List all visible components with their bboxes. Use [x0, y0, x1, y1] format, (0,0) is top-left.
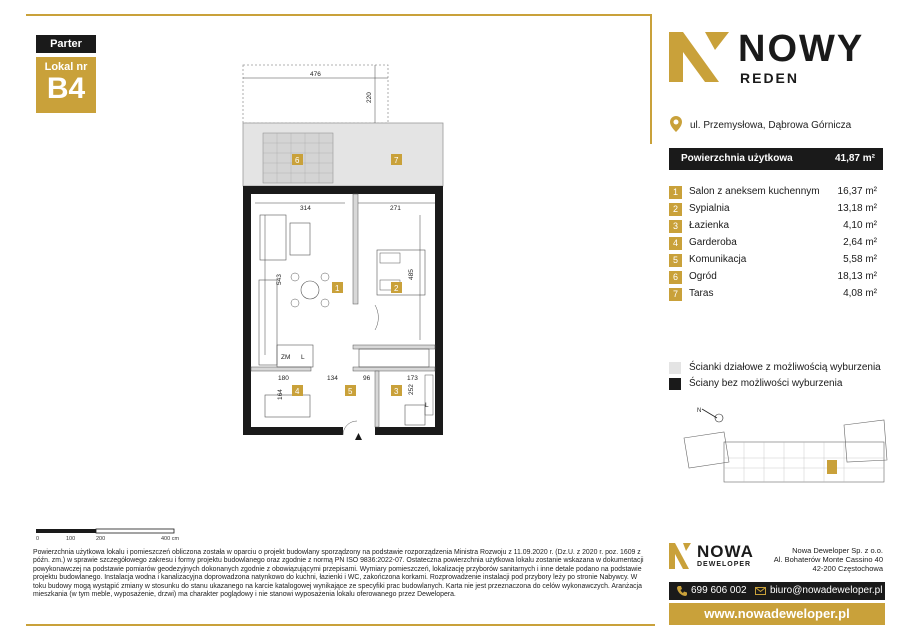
- developer-address: Nowa Deweloper Sp. z o.o. Al. Bohaterów Monte Cassino 40 42-200 Częstochowa: [773, 546, 883, 573]
- room-row-7: 7 Taras 4,08 m²: [669, 287, 883, 304]
- scale-tick-100: 100: [66, 536, 76, 542]
- room-row-2: 2 Sypialnia 13,18 m²: [669, 202, 883, 219]
- removable-swatch-icon: [669, 362, 681, 374]
- dim-164: 164: [277, 389, 284, 400]
- dim-314: 314: [300, 205, 311, 212]
- svg-text:6: 6: [295, 156, 300, 165]
- room-marker-7: [391, 154, 402, 165]
- phone-icon: [677, 586, 687, 596]
- frame-bottom-line: [26, 624, 655, 626]
- address: ul. Przemysłowa, Dąbrowa Górnicza: [690, 120, 852, 131]
- location-pin-icon: [670, 116, 682, 132]
- nowa-deweloper-logo-icon: [669, 543, 693, 569]
- nowy-reden-logo-icon: [669, 32, 731, 82]
- usable-area-label: Powierzchnia użytkowa: [681, 153, 793, 164]
- room-marker-3: [391, 385, 402, 396]
- svg-text:1: 1: [335, 284, 340, 293]
- dim-173: 173: [407, 375, 418, 382]
- floor-tag: Parter: [36, 35, 96, 53]
- developer-name: NOWA: [697, 542, 754, 561]
- legend-removable: Ścianki działowe z możliwością wyburzenia: [669, 362, 889, 376]
- email-icon: [755, 587, 766, 595]
- room-marker-6: [292, 154, 303, 165]
- scale-tick-200: 200: [96, 536, 106, 542]
- room-marker-2: [391, 282, 402, 293]
- dim-180: 180: [278, 375, 289, 382]
- contact-bar: [669, 582, 885, 600]
- svg-text:N: N: [697, 408, 702, 414]
- svg-text:3: 3: [394, 387, 399, 396]
- room-row-5: 5 Komunikacja 5,58 m²: [669, 253, 883, 270]
- svg-text:7: 7: [394, 156, 399, 165]
- legend-fixed: Ściany bez możliwości wyburzenia: [669, 378, 889, 392]
- frame-right-line: [650, 14, 652, 144]
- frame-top-line: [26, 14, 651, 16]
- svg-text:4: 4: [295, 387, 300, 396]
- email-address[interactable]: biuro@nowadeweloper.pl: [770, 585, 883, 596]
- svg-text:2: 2: [394, 284, 399, 293]
- room-row-4: 4 Garderoba 2,64 m²: [669, 236, 883, 253]
- room-row-3: 3 Łazienka 4,10 m²: [669, 219, 883, 236]
- unit-number: B4: [46, 72, 86, 105]
- label-l2: L: [425, 402, 429, 409]
- dim-garden-width: 476: [310, 71, 321, 78]
- scale-tick-400: 400 cm: [161, 536, 180, 542]
- phone-number[interactable]: 699 606 002: [691, 585, 747, 596]
- room-marker-5: [345, 385, 356, 396]
- room-row-6: 6 Ogród 18,13 m²: [669, 270, 883, 287]
- developer-subname: DEWELOPER: [697, 561, 752, 568]
- site-map: [669, 400, 889, 495]
- dim-485: 485: [408, 269, 415, 280]
- rooms-list: [669, 185, 883, 304]
- usable-area-value: 41,87 m²: [834, 153, 875, 164]
- usable-area-bar: [669, 148, 883, 170]
- legal-disclaimer: Powierzchnia użytkowa lokalu i pomieszczeń obliczona została w oparciu o projekt budowlany sporządzony na podstawie rozporządzenia Ministra Rozwoju z 11.09.2020 r. (Dz.U. z 2020 r. poz. 1609 z późn. zm.) w sprawie szczegółowego zakresu i formy projektu budowlanego oraz zgodnie z normą PN ISO 9836:2022-07. Ostateczna powierzchnia użytkowa lokalu zostanie wskazana w dokumentacji powykonawczej na podstawie pomiarów geodezyjnych dokonanych zgodnie z obowiązującymi przepisami. Wymiary pomieszczeń, lokalizację przyborów sanitarnych i inne detale podano na podstawie projektu budowlanego. Instalacja wodna i kanalizacyjna doprowadzona natynkowo do kuchni, łazienki i WC, zakończona korkami. Rozprowadzenie instalacji pod przybory leży po stronie Nabywcy. W toku budowy mogą wystąpić zmiany w stosunku do stanu ukazanego na karcie katalogowej wynikające ze specyfiki prac budowlanych. Karta nie jest przeznaczona do celów wykonawczych. Aranżacja mieszkania (w tym meble, wyposażenie, drzwi) ma charakter poglądowy i nie stanowi wyposażenia lokalu oferowanego przez Dewelopera.: [33, 549, 644, 599]
- svg-text:5: 5: [348, 387, 353, 396]
- floor-plan: [225, 55, 455, 445]
- website-link[interactable]: www.nowadeweloper.pl: [669, 603, 885, 625]
- dim-252: 252: [408, 384, 415, 395]
- dim-96: 96: [363, 375, 371, 382]
- scale-bar: [36, 524, 186, 542]
- brand-subname: REDEN: [740, 70, 800, 86]
- room-marker-4: [292, 385, 303, 396]
- dim-134: 134: [327, 375, 338, 382]
- fixed-swatch-icon: [669, 378, 681, 390]
- dim-271: 271: [390, 205, 401, 212]
- label-l: L: [301, 354, 305, 361]
- unit-tag: [36, 57, 96, 113]
- room-marker-1: [332, 282, 343, 293]
- unit-label: Lokal nr: [44, 61, 88, 73]
- label-zm: ZM: [281, 354, 291, 361]
- dim-garden-height: 220: [366, 92, 373, 103]
- unit-location-marker-icon: [827, 460, 837, 474]
- scale-tick-0: 0: [36, 536, 40, 542]
- room-row-1: 1 Salon z aneksem kuchennym 16,37 m²: [669, 185, 883, 202]
- dim-543: 543: [276, 274, 283, 285]
- brand-name: NOWY: [738, 28, 865, 70]
